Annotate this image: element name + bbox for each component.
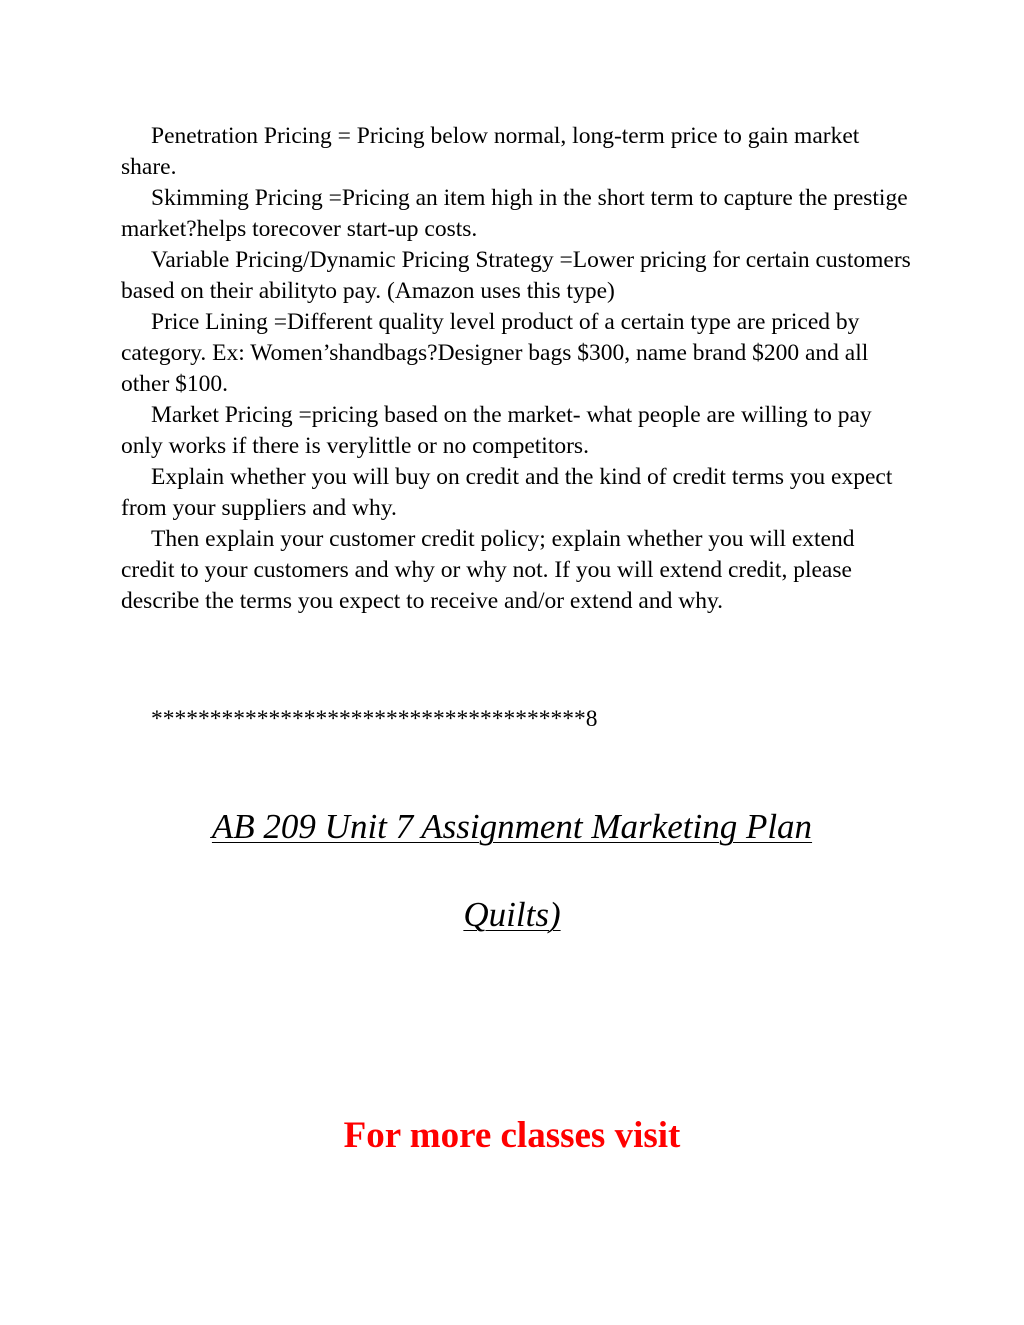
document-title: AB 209 Unit 7 Assignment Marketing Plan bbox=[211, 807, 813, 846]
paragraph-market-pricing: Market Pricing =pricing based on the market- what people are willing to pay only works if there is verylittle or no competitors. bbox=[121, 402, 872, 459]
paragraph-skimming-pricing: Skimming Pricing =Pricing an item high in the short term to capture the prestige market?helps torecover start-up costs. bbox=[121, 185, 908, 242]
paragraph-customer-credit: Then explain your customer credit policy; explain whether you will extend credit to your customers and why or why not. If you will extend credit, please describe the terms you expect to receive and/or extend and why. bbox=[121, 526, 855, 614]
paragraph-penetration-pricing: Penetration Pricing = Pricing below normal, long-term price to gain market share. bbox=[121, 123, 860, 180]
paragraph-variable-pricing: Variable Pricing/Dynamic Pricing Strategy =Lower pricing for certain customers based on their abilityto pay. (Amazon uses this type) bbox=[121, 247, 911, 304]
body-text bbox=[121, 121, 911, 617]
document-subtitle: Quilts) bbox=[463, 895, 561, 934]
promo-text: For more classes visit bbox=[343, 1115, 681, 1156]
paragraph-price-lining: Price Lining =Different quality level product of a certain type are priced by category. Ex: Women’shandbags?Designer bags $300, name brand $200 and all other $100. bbox=[121, 309, 869, 397]
paragraph-supplier-credit: Explain whether you will buy on credit and the kind of credit terms you expect from your suppliers and why. bbox=[121, 464, 893, 521]
separator-line: *************************************8 bbox=[151, 706, 598, 732]
